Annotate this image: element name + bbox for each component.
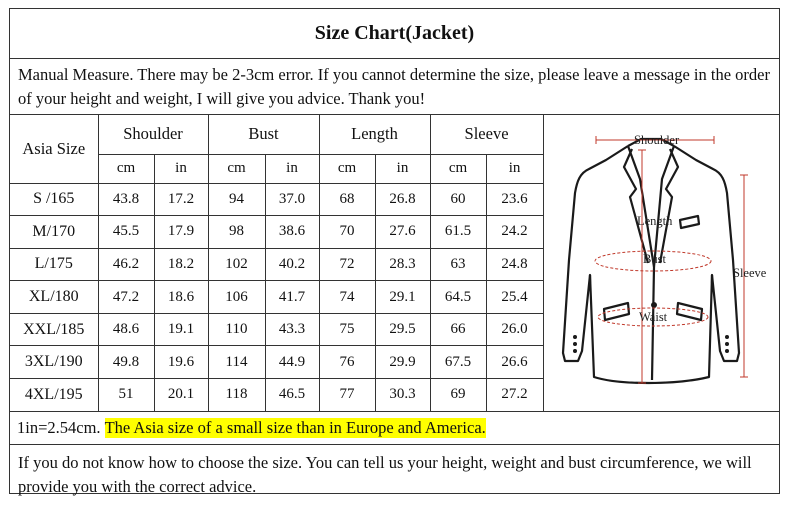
value-cell: 37.0 (265, 183, 319, 216)
table-row (10, 248, 543, 281)
value-cell: 64.5 (430, 281, 486, 314)
button-icon (651, 302, 657, 308)
value-cell: 29.1 (375, 281, 430, 314)
advice-note: If you do not know how to choose the size. You can tell us your height, weight and bust circumference, we will provide you with the correct advice. (18, 453, 752, 496)
value-cell: 43.3 (265, 313, 319, 346)
unit-header: cm (319, 154, 375, 183)
size-table (10, 115, 544, 412)
value-cell: 46.5 (265, 379, 319, 412)
table-row (10, 281, 543, 314)
value-cell: 98 (208, 216, 265, 249)
value-cell: 102 (208, 248, 265, 281)
value-cell: 66 (430, 313, 486, 346)
unit-header: in (265, 154, 319, 183)
value-cell: 27.6 (375, 216, 430, 249)
value-cell: 75 (319, 313, 375, 346)
table-row (10, 379, 543, 412)
highlighted-note: The Asia size of a small size than in Europe and America. (104, 418, 486, 437)
value-cell: 24.8 (486, 248, 543, 281)
value-cell: 63 (430, 248, 486, 281)
table-row (10, 183, 543, 216)
value-cell: 72 (319, 248, 375, 281)
manual-measure-note: Manual Measure. There may be 2-3cm error. If you cannot determine the size, please leave a message in the order of your height and weight, I will give you advice. Thank you! (10, 59, 779, 115)
value-cell: 69 (430, 379, 486, 412)
value-cell: 67.5 (430, 346, 486, 379)
unit-header: in (486, 154, 543, 183)
value-cell: 28.3 (375, 248, 430, 281)
value-cell: 26.8 (375, 183, 430, 216)
group-header-bust: Bust (208, 115, 319, 154)
value-cell: 41.7 (265, 281, 319, 314)
value-cell: 29.5 (375, 313, 430, 346)
value-cell: 18.6 (154, 281, 208, 314)
size-cell: 3XL/190 (10, 346, 98, 379)
unit-header: cm (208, 154, 265, 183)
size-cell: 4XL/195 (10, 379, 98, 412)
value-cell: 48.6 (98, 313, 154, 346)
jacket-diagram (543, 115, 780, 411)
value-cell: 26.6 (486, 346, 543, 379)
value-cell: 17.9 (154, 216, 208, 249)
value-cell: 110 (208, 313, 265, 346)
size-cell: S /165 (10, 183, 98, 216)
group-header-sleeve: Sleeve (430, 115, 543, 154)
value-cell: 114 (208, 346, 265, 379)
value-cell: 24.2 (486, 216, 543, 249)
diagram-label-shoulder: Shoulder (634, 133, 680, 147)
group-header-length: Length (319, 115, 430, 154)
value-cell: 61.5 (430, 216, 486, 249)
group-header-shoulder: Shoulder (98, 115, 208, 154)
cuff-buttons (573, 335, 729, 353)
value-cell: 43.8 (98, 183, 154, 216)
value-cell: 44.9 (265, 346, 319, 379)
value-cell: 18.2 (154, 248, 208, 281)
value-cell: 45.5 (98, 216, 154, 249)
value-cell: 51 (98, 379, 154, 412)
size-cell: XL/180 (10, 281, 98, 314)
diagram-label-length: Length (637, 214, 673, 228)
value-cell: 17.2 (154, 183, 208, 216)
value-cell: 46.2 (98, 248, 154, 281)
diagram-label-bust: Bust (643, 252, 666, 266)
value-cell: 49.8 (98, 346, 154, 379)
unit-header: in (375, 154, 430, 183)
diagram-label-waist: Waist (639, 310, 668, 324)
value-cell: 19.6 (154, 346, 208, 379)
value-cell: 26.0 (486, 313, 543, 346)
unit-header: cm (98, 154, 154, 183)
size-cell: L/175 (10, 248, 98, 281)
value-cell: 77 (319, 379, 375, 412)
measure-lines (595, 136, 748, 383)
value-cell: 74 (319, 281, 375, 314)
jacket-illustration (544, 115, 780, 411)
value-cell: 118 (208, 379, 265, 412)
size-cell: M/170 (10, 216, 98, 249)
unit-header: cm (430, 154, 486, 183)
value-cell: 20.1 (154, 379, 208, 412)
value-cell: 94 (208, 183, 265, 216)
size-cell: XXL/185 (10, 313, 98, 346)
conversion-text: 1in=2.54cm. (17, 418, 101, 437)
value-cell: 106 (208, 281, 265, 314)
table-row (10, 346, 543, 379)
value-cell: 40.2 (265, 248, 319, 281)
value-cell: 27.2 (486, 379, 543, 412)
diagram-label-sleeve: Sleeve (733, 266, 767, 280)
table-row (10, 216, 543, 249)
value-cell: 25.4 (486, 281, 543, 314)
value-cell: 30.3 (375, 379, 430, 412)
size-chart-frame (9, 8, 780, 494)
value-cell: 68 (319, 183, 375, 216)
value-cell: 23.6 (486, 183, 543, 216)
unit-header: in (154, 154, 208, 183)
value-cell: 29.9 (375, 346, 430, 379)
conversion-note (10, 411, 779, 445)
chart-title: Size Chart(Jacket) (10, 9, 779, 59)
value-cell: 60 (430, 183, 486, 216)
value-cell: 70 (319, 216, 375, 249)
value-cell: 47.2 (98, 281, 154, 314)
asia-size-header: Asia Size (10, 115, 98, 183)
table-row (10, 313, 543, 346)
value-cell: 38.6 (265, 216, 319, 249)
value-cell: 76 (319, 346, 375, 379)
value-cell: 19.1 (154, 313, 208, 346)
